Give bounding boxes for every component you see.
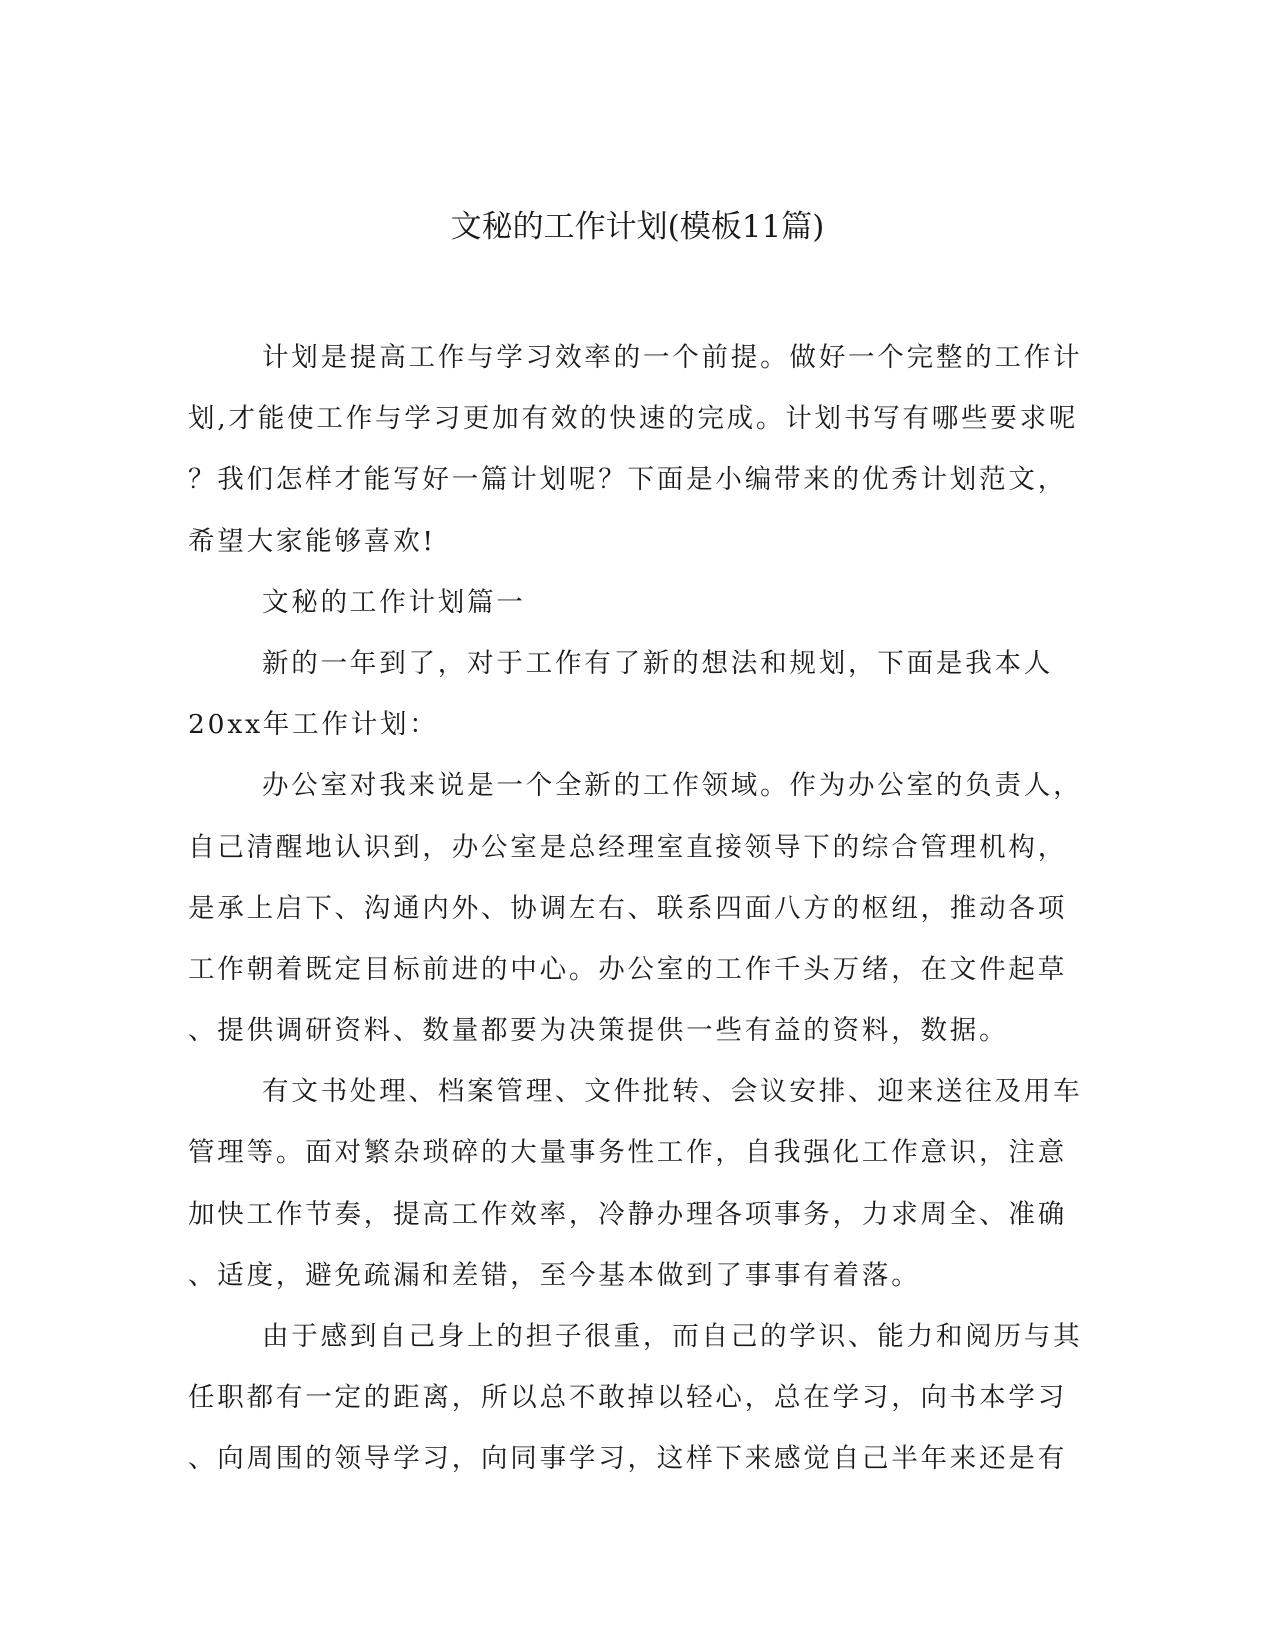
text-line: 加快工作节奏，提高工作效率，冷静办理各项事务，力求周全、准确 bbox=[188, 1198, 1067, 1230]
text-line: 工作朝着既定目标前进的中心。办公室的工作千头万绪，在文件起草 bbox=[188, 953, 1067, 985]
text-line: 新的一年到了，对于工作有了新的想法和规划，下面是我本人 bbox=[262, 647, 1054, 679]
text-line: 划,才能使工作与学习更加有效的快速的完成。计划书写有哪些要求呢 bbox=[188, 403, 1079, 435]
text-line: 是承上启下、沟通内外、协调左右、联系四面八方的枢纽，推动各项 bbox=[188, 892, 1067, 924]
text-line: 文秘的工作计划篇一 bbox=[262, 586, 526, 618]
text-line: 由于感到自己身上的担子很重，而自己的学识、能力和阅历与其 bbox=[262, 1321, 1083, 1352]
text-line: 、向周围的领导学习，向同事学习，这样下来感觉自己半年来还是有 bbox=[188, 1443, 1067, 1475]
text-line: 任职都有一定的距离，所以总不敢掉以轻心，总在学习，向书本学习 bbox=[188, 1382, 1067, 1414]
text-line: 自己清醒地认识到，办公室是总经理室直接领导下的综合管理机构， bbox=[188, 831, 1067, 863]
text-line: 有文书处理、档案管理、文件批转、会议安排、迎来送往及用车 bbox=[262, 1076, 1083, 1108]
text-line: 、适度，避免疏漏和差错，至今基本做到了事事有着落。 bbox=[188, 1259, 921, 1291]
text-line: 20xx年工作计划： bbox=[188, 709, 439, 741]
text-line: ？我们怎样才能写好一篇计划呢？下面是小编带来的优秀计划范文， bbox=[188, 464, 1067, 496]
document-title: 文秘的工作计划(模板11篇) bbox=[450, 209, 825, 245]
text-line: 计划是提高工作与学习效率的一个前提。做好一个完整的工作计 bbox=[262, 342, 1083, 373]
text-line: 、提供调研资料、数量都要为决策提供一些有益的资料，数据。 bbox=[188, 1015, 1009, 1047]
text-line: 希望大家能够喜欢! bbox=[188, 525, 436, 557]
document-body bbox=[188, 327, 1083, 1490]
text-line: 管理等。面对繁杂琐碎的大量事务性工作，自我强化工作意识，注意 bbox=[188, 1137, 1067, 1169]
text-line: 办公室对我来说是一个全新的工作领域。作为办公室的负责人， bbox=[262, 770, 1083, 802]
